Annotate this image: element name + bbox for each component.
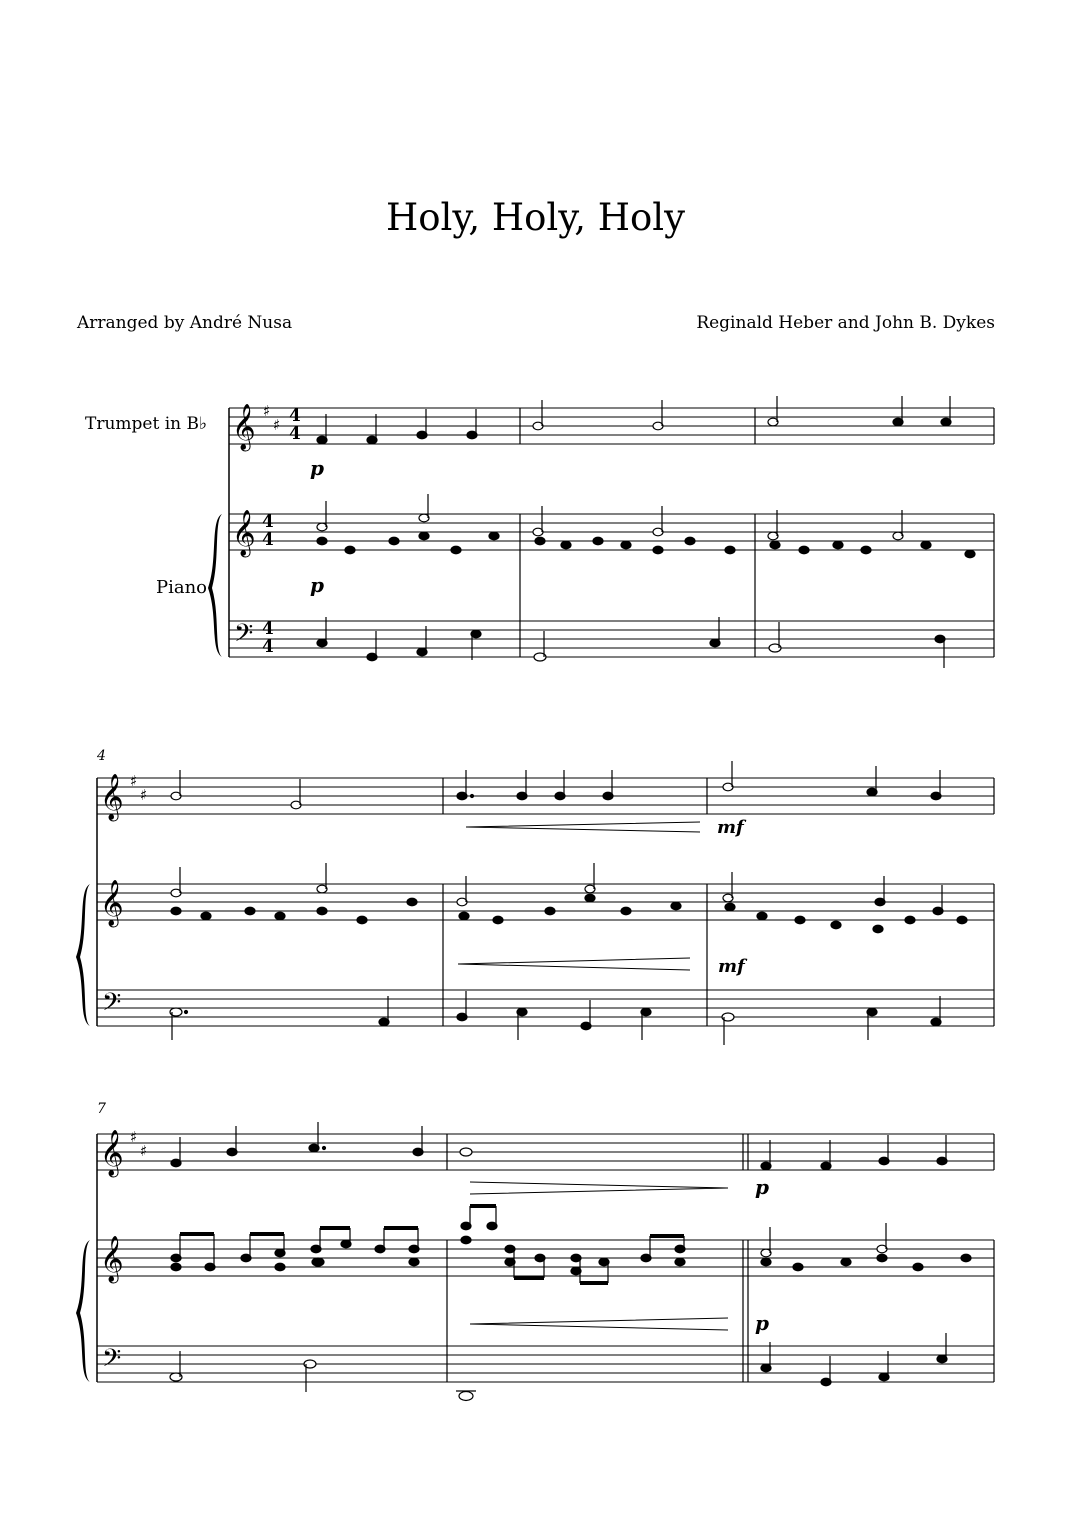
trumpet-instrument-label: Trumpet in B♭ (84, 414, 207, 434)
piano-bass-staff-3 (97, 1346, 994, 1382)
dynamic-marking: p (755, 1175, 769, 1199)
piano-bass-staff-1 (229, 621, 994, 657)
bass-clef-icon: 𝄢 (102, 988, 122, 1023)
sharp-icon: ♯ (140, 786, 148, 804)
sharp-icon: ♯ (130, 772, 138, 790)
sharp-icon: ♯ (140, 1142, 148, 1160)
crescendo-hairpin (458, 958, 690, 970)
trumpet-notes-3 (171, 1122, 947, 1170)
treble-clef-icon: 𝄞 (100, 1130, 124, 1176)
bass-clef-icon: 𝄢 (234, 619, 254, 654)
trumpet-staff-1 (229, 408, 994, 444)
score-title: Holy, Holy, Holy (385, 196, 686, 239)
svg-text:4: 4 (289, 424, 301, 444)
svg-text:4: 4 (262, 637, 274, 657)
treble-clef-icon: 𝄞 (232, 404, 256, 450)
piano-treble-staff-1 (229, 514, 994, 550)
svg-text:4: 4 (262, 619, 274, 639)
system-2 (76, 748, 994, 1045)
dynamic-marking: mf (717, 817, 744, 838)
dynamic-marking: p (310, 573, 324, 597)
trumpet-staff-2 (97, 778, 994, 814)
piano-treble-notes-1 (317, 494, 975, 558)
decrescendo-hairpin (470, 1182, 728, 1194)
piano-bass-staff-2 (97, 990, 994, 1026)
piano-treble-notes-2 (171, 863, 967, 933)
treble-clef-icon: 𝄞 (100, 880, 124, 926)
arranger-credit: Arranged by André Nusa (77, 313, 293, 333)
crescendo-hairpin (470, 1318, 728, 1330)
treble-clef-icon: 𝄞 (100, 1236, 124, 1282)
sharp-icon: ♯ (130, 1128, 138, 1146)
dynamic-marking: mf (718, 956, 745, 977)
piano-brace (76, 884, 90, 1026)
dynamic-marking: p (310, 456, 324, 480)
svg-text:4: 4 (289, 406, 301, 426)
composer-credit: Reginald Heber and John B. Dykes (696, 313, 995, 333)
treble-clef-icon: 𝄞 (232, 510, 256, 556)
crescendo-hairpin (466, 822, 700, 832)
sharp-icon: ♯ (273, 416, 281, 434)
bass-clef-icon: 𝄢 (102, 1344, 122, 1379)
trumpet-notes-2 (171, 761, 941, 809)
svg-text:4: 4 (262, 512, 274, 532)
trumpet-notes-1 (317, 396, 951, 444)
piano-treble-notes-3 (171, 1206, 971, 1283)
measure-number: 7 (97, 1101, 106, 1117)
svg-text:4: 4 (262, 530, 274, 550)
sharp-icon: ♯ (263, 402, 271, 420)
dynamic-marking: p (755, 1311, 769, 1335)
piano-brace (208, 514, 222, 657)
system-1 (208, 396, 994, 668)
piano-bass-notes-3 (170, 1333, 947, 1401)
treble-clef-icon: 𝄞 (100, 774, 124, 820)
measure-number: 4 (97, 748, 106, 764)
piano-brace (76, 1240, 90, 1382)
piano-instrument-label: Piano (155, 577, 207, 598)
piano-bass-notes-1 (317, 617, 945, 668)
system-3 (76, 1101, 994, 1401)
piano-treble-staff-2 (97, 884, 994, 920)
